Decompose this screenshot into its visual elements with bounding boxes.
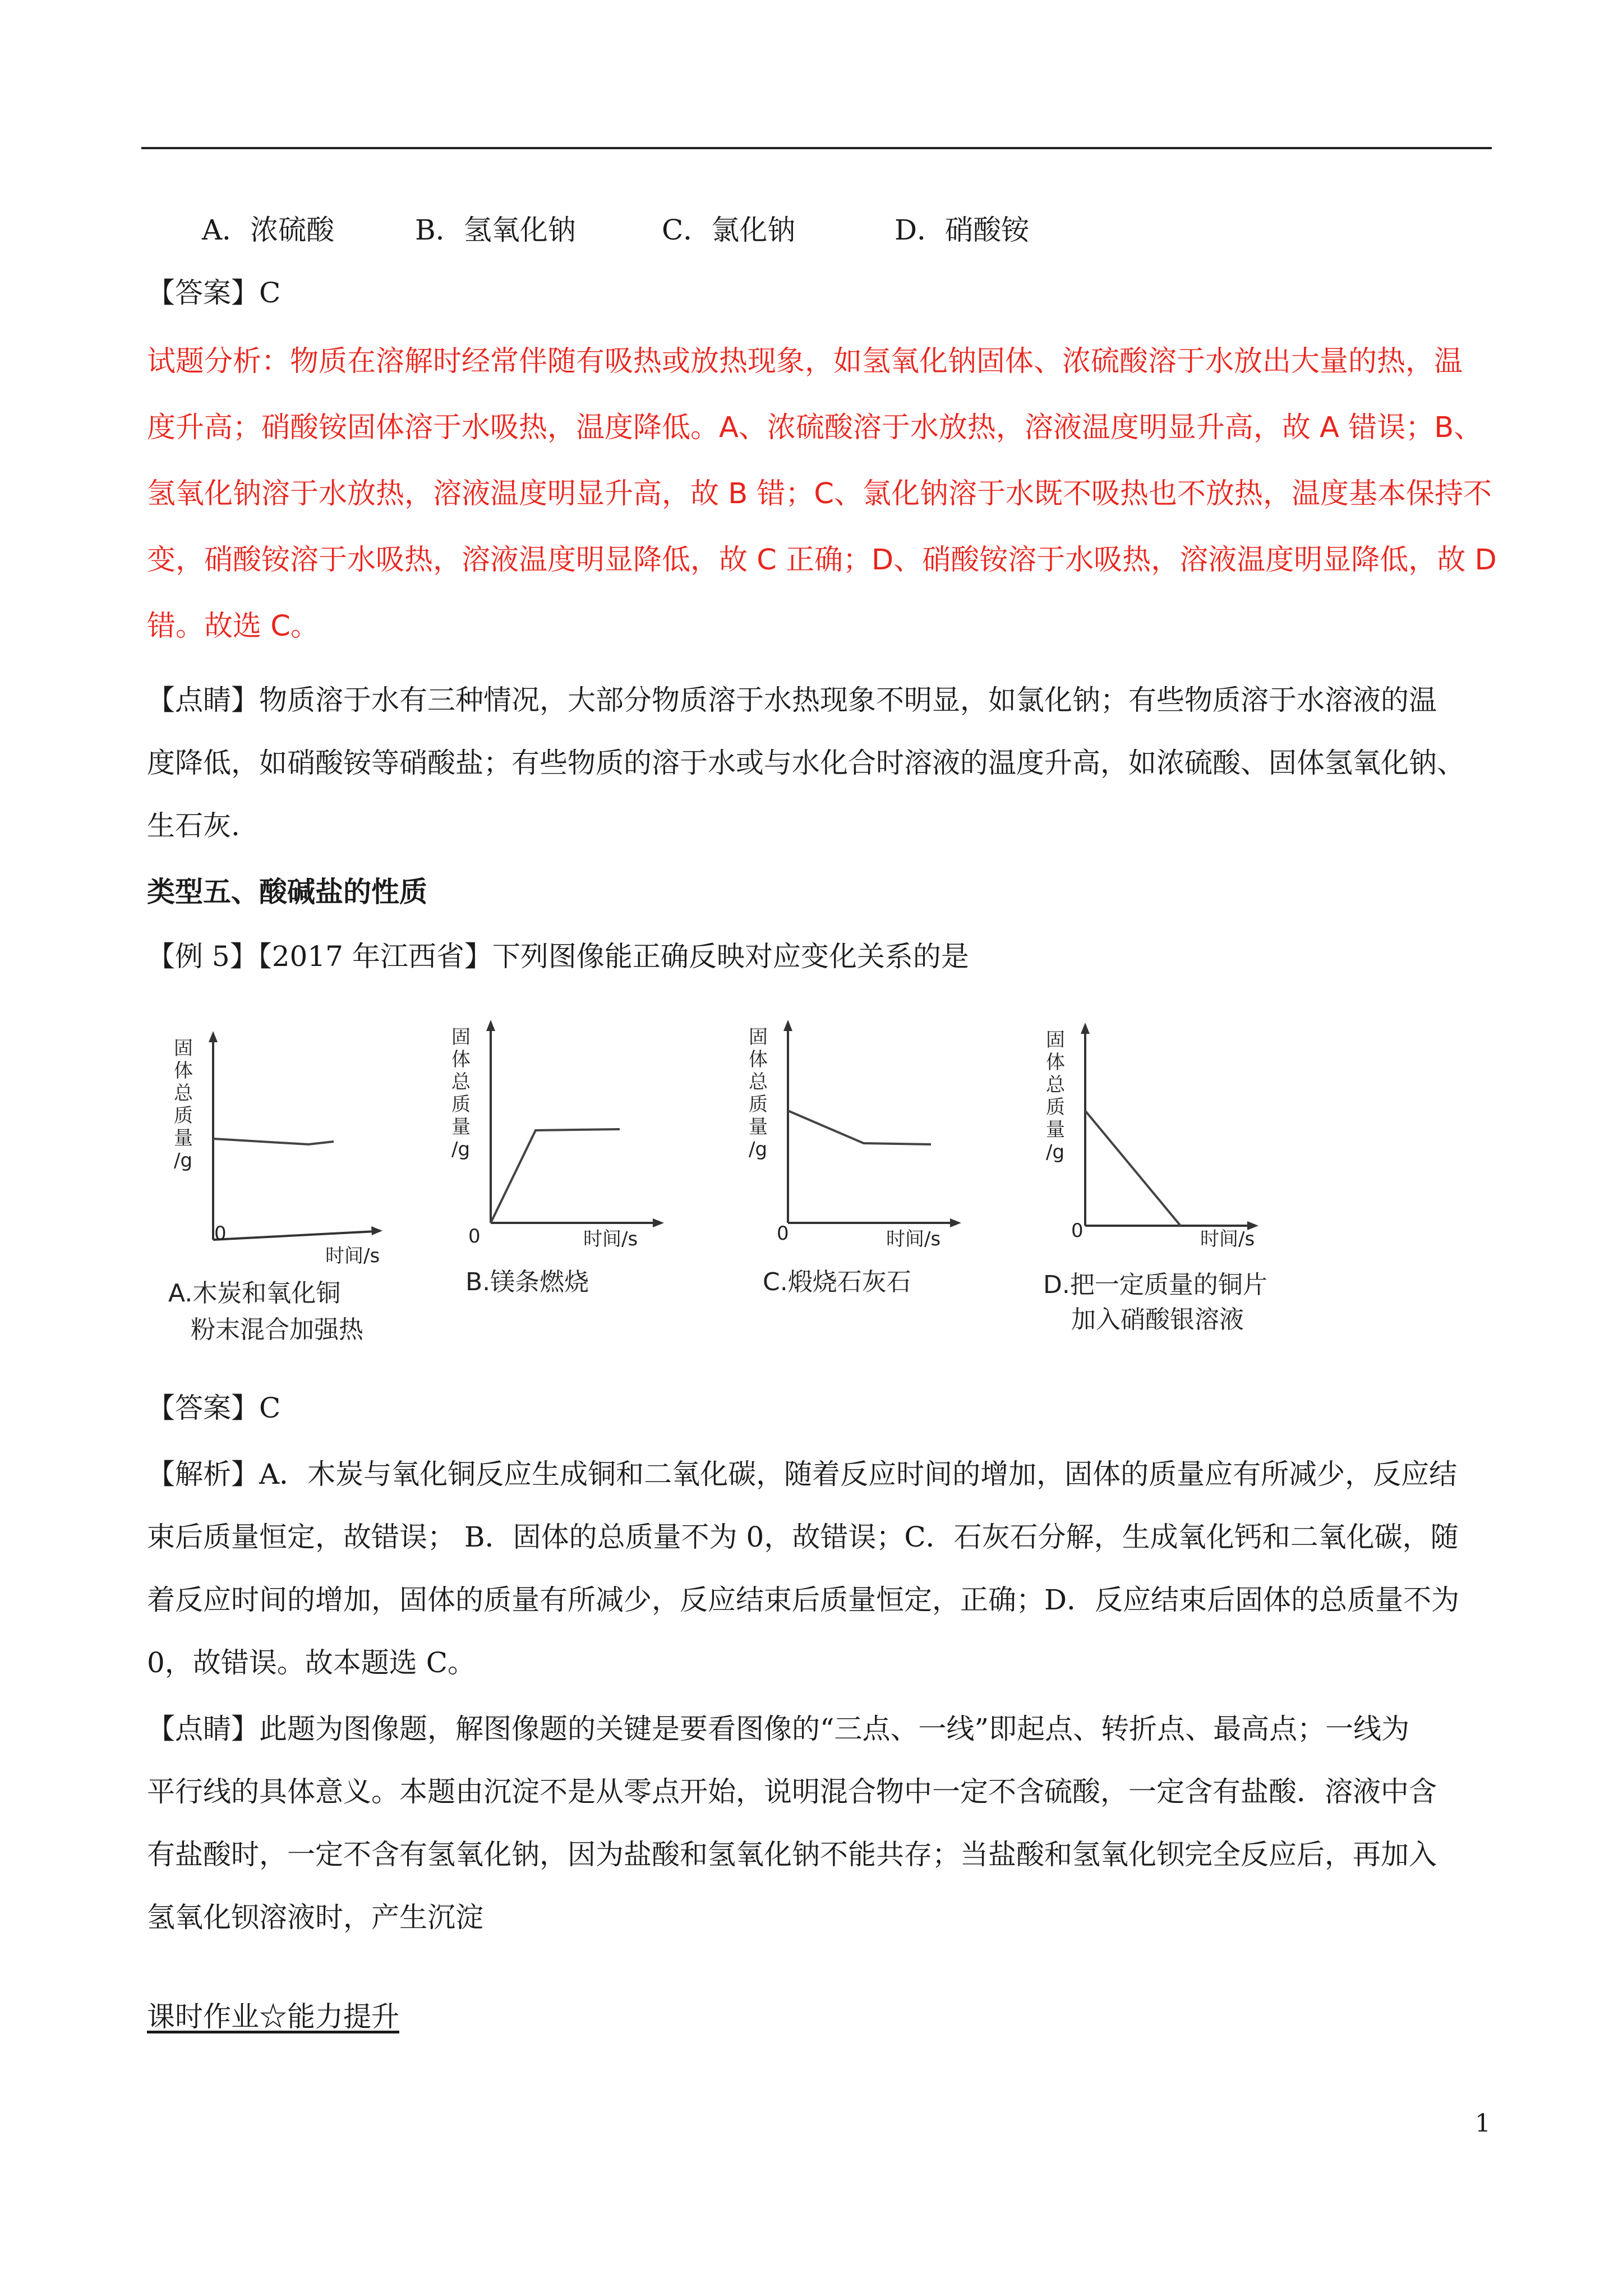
ylabel-char: 体 [1046, 1051, 1065, 1074]
ylabel-char: 量 [451, 1116, 471, 1138]
example-tip-line: 有盐酸时，一定不含有氢氧化钠，因为盐酸和氢氧化钠不能共存；当盐酸和氢氧化钡完全反应后，再加入 [147, 1838, 1437, 1871]
ylabel-char: /g [451, 1138, 471, 1161]
q4-tip-line: 度降低，如硝酸铵等硝酸盐；有些物质的溶于水或与水化合时溶液的温度升高，如浓硫酸、固体氢氧化钠、 [147, 747, 1465, 779]
x-axis-arrow [653, 1218, 664, 1227]
homework-title: 课时作业☆能力提升 [147, 2000, 399, 2033]
series-line [213, 1139, 334, 1144]
ylabel-char: 总 [749, 1071, 768, 1093]
option-a: A．浓硫酸 [202, 214, 335, 246]
example-analysis-line: 着反应时间的增加，固体的质量有所减少，反应结束后质量恒定，正确；D．反应结束后固体的总质量不为 [147, 1584, 1460, 1616]
xlabel: 时间/s [886, 1228, 941, 1250]
q4-analysis-line: 错。故选 C。 [147, 610, 319, 643]
x-axis-arrow [371, 1226, 382, 1235]
xlabel: 时间/s [583, 1228, 638, 1250]
ylabel-char: 总 [1046, 1074, 1065, 1096]
caption-line: A.木炭和氧化铜 [168, 1279, 341, 1308]
ylabel-char: 固 [749, 1026, 768, 1048]
example-tip-line: 平行线的具体意义。本题由沉淀不是从零点开始，说明混合物中一定不含硫酸，一定含有盐酸．溶液中含 [147, 1775, 1437, 1808]
q4-tip-line: 生石灰. [147, 809, 240, 842]
page-number: 1 [1475, 2109, 1491, 2138]
y-axis-arrow [1081, 1023, 1090, 1034]
ylabel-char: 质 [174, 1105, 193, 1127]
option-c: C．氯化钠 [662, 214, 796, 246]
graph-c [740, 1015, 987, 1332]
q4-analysis-line: 氢氧化钠溶于水放热，溶液温度明显升高，故 B 错；C、氯化钠溶于水既不吸热也不放热，温度基本保持不 [147, 477, 1492, 510]
ylabel-char: 固 [174, 1037, 193, 1060]
ylabel-char: /g [1046, 1141, 1065, 1163]
ylabel-char: 总 [174, 1082, 193, 1105]
graph-b-svg [443, 1015, 690, 1329]
series-line [1085, 1111, 1181, 1226]
graph-a-svg [163, 1027, 409, 1374]
graph-a [163, 1027, 409, 1377]
example-tip-line: 【点睛】此题为图像题，解图像题的关键是要看图像的“三点、一线”即起点、转折点、最高点；一线为 [147, 1713, 1410, 1745]
ylabel-char: 质 [1046, 1096, 1065, 1119]
graph-d [1038, 1018, 1352, 1357]
series-line [491, 1129, 620, 1223]
xlabel: 时间/s [325, 1245, 380, 1267]
example-analysis-line: 束后质量恒定，故错误； B．固体的总质量不为 0，故错误；C．石灰石分解，生成氧化钙和二氧化碳，随 [147, 1521, 1459, 1553]
ylabel-char: 量 [1046, 1119, 1065, 1141]
ylabel-char: 固 [1046, 1029, 1065, 1051]
option-d: D．硝酸铵 [895, 214, 1030, 246]
x-axis [213, 1231, 376, 1240]
ylabel-char: /g [174, 1149, 193, 1172]
q4-answer: 【答案】C [147, 277, 281, 309]
series-line [788, 1111, 931, 1144]
example-answer: 【答案】C [147, 1392, 281, 1424]
example-analysis-line: 0，故错误。故本题选 C。 [147, 1646, 476, 1679]
origin-label: 0 [1071, 1220, 1083, 1242]
y-axis-arrow [486, 1020, 495, 1031]
option-b: B．氢氧化钠 [415, 214, 576, 246]
example-analysis-line: 【解析】A．木炭与氧化铜反应生成铜和二氧化碳，随着反应时间的增加，固体的质量应有所减少，反应结 [147, 1458, 1458, 1490]
example-tip-line: 氢氧化钡溶液时，产生沉淀 [147, 1901, 483, 1934]
xlabel: 时间/s [1200, 1228, 1255, 1250]
ylabel-char: 质 [451, 1093, 471, 1116]
ylabel-char: 量 [749, 1116, 768, 1138]
q4-analysis-line: 度升高；硝酸铵固体溶于水吸热，温度降低。A、浓硫酸溶于水放热，溶液温度明显升高，故 A 错误；B、 [147, 411, 1483, 444]
header-rule [141, 147, 1492, 149]
caption-line: 粉末混合加强热 [191, 1315, 363, 1344]
q4-tip-line: 【点睛】物质溶于水有三种情况，大部分物质溶于水热现象不明显，如氯化钠；有些物质溶于水溶液的温 [147, 684, 1437, 716]
ylabel-char: 体 [451, 1048, 471, 1071]
ylabel-char: 体 [174, 1060, 193, 1082]
caption-line: C.煅烧石灰石 [763, 1268, 911, 1296]
q4-analysis-line: 变，硝酸铵溶于水吸热，溶液温度明显降低，故 C 正确；D、硝酸铵溶于水吸热，溶液温度明显降低，故 D [147, 544, 1497, 577]
caption-line: B.镁条燃烧 [465, 1268, 589, 1296]
caption-line: 加入硝酸银溶液 [1071, 1305, 1244, 1334]
ylabel-char: 体 [749, 1048, 768, 1071]
ylabel-char: 质 [749, 1093, 768, 1116]
graph-c-svg [740, 1015, 987, 1329]
q4-analysis-line: 试题分析：物质在溶解时经常伴随有吸热或放热现象，如氢氧化钠固体、浓硫酸溶于水放出大量的热，温 [147, 345, 1463, 378]
origin-label: 0 [777, 1222, 789, 1245]
x-axis-arrow [950, 1218, 961, 1227]
example-question: 【例 5】【2017 年江西省】下列图像能正确反映对应变化关系的是 [147, 940, 969, 973]
ylabel-char: 总 [451, 1071, 471, 1093]
y-axis-arrow [783, 1020, 792, 1031]
y-axis-arrow [209, 1031, 218, 1042]
graph-b [443, 1015, 690, 1332]
caption-line: D.把一定质量的铜片 [1043, 1271, 1267, 1299]
origin-label: 0 [468, 1225, 481, 1248]
ylabel-char: /g [749, 1138, 768, 1161]
graph-d-svg [1038, 1018, 1352, 1355]
ylabel-char: 量 [174, 1127, 193, 1149]
ylabel-char: 固 [451, 1026, 471, 1048]
origin-label: 0 [214, 1222, 227, 1245]
section-title: 类型五、酸碱盐的性质 [147, 876, 427, 908]
